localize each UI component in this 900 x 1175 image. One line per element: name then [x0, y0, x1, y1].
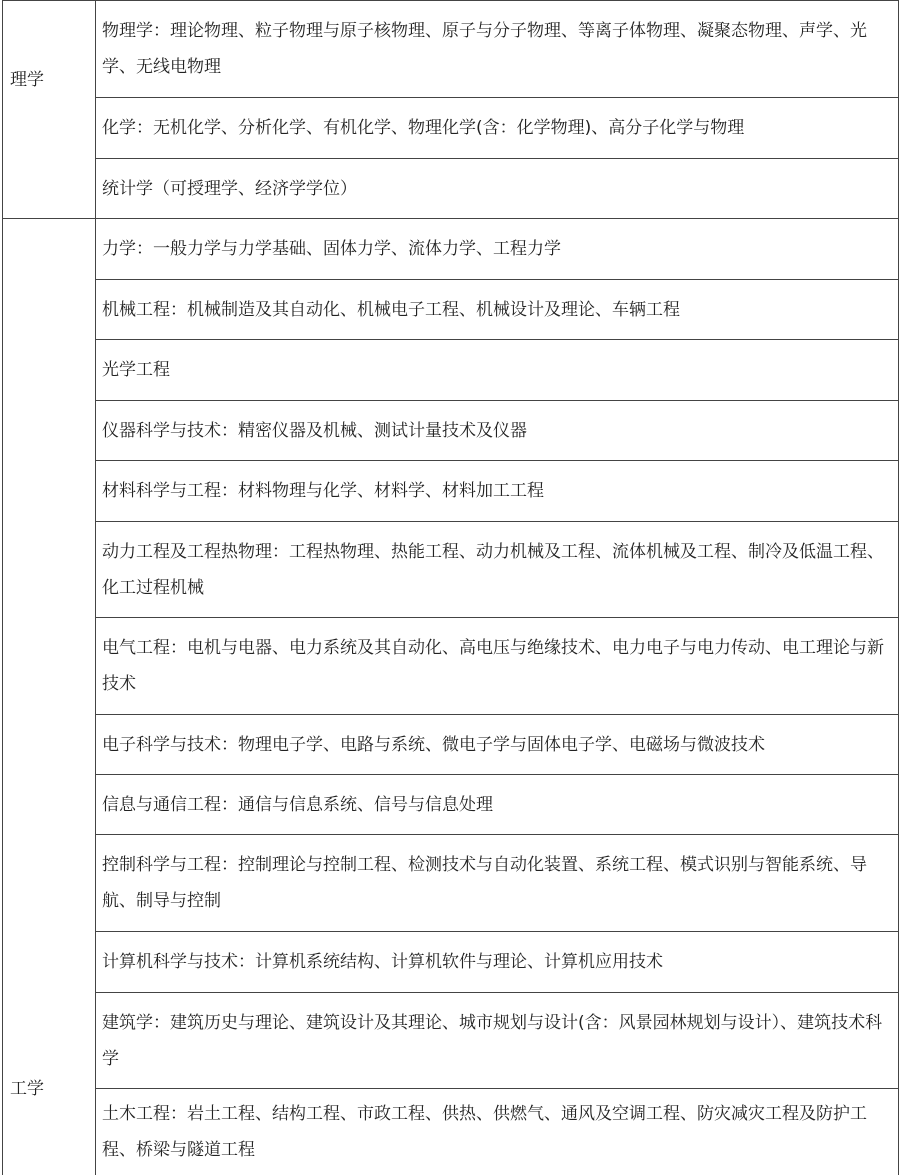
- table-row: 计算机科学与技术：计算机系统结构、计算机软件与理论、计算机应用技术: [102, 952, 663, 972]
- category-engineering: 工学: [10, 1079, 44, 1099]
- table-row: 力学：一般力学与力学基础、固体力学、流体力学、工程力学: [102, 239, 561, 259]
- table-row: 材料科学与工程：材料物理与化学、材料学、材料加工工程: [102, 481, 544, 501]
- table-row: 物理学：理论物理、粒子物理与原子核物理、原子与分子物理、等离子体物理、凝聚态物理、声学、光学、无线电物理: [102, 21, 867, 77]
- table-column-divider: [95, 0, 96, 1175]
- table-row: 电气工程：电机与电器、电力系统及其自动化、高电压与绝缘技术、电力电子与电力传动、电工理论与新技术: [102, 638, 884, 694]
- table-border-left: [2, 0, 3, 1175]
- table-row: 统计学（可授理学、经济学学位）: [102, 178, 357, 199]
- table-row: 化学：无机化学、分析化学、有机化学、物理化学(含：化学物理)、高分子化学与物理: [102, 118, 745, 138]
- category-science: 理学: [10, 70, 44, 90]
- table-row: 信息与通信工程：通信与信息系统、信号与信息处理: [102, 794, 493, 815]
- table-row: 建筑学：建筑历史与理论、建筑设计及其理论、城市规划与设计(含：风景园林规划与设计）、建筑技术科学: [102, 1012, 883, 1069]
- table-row: 仪器科学与技术：精密仪器及机械、测试计量技术及仪器: [102, 420, 527, 441]
- table-border-right: [898, 0, 899, 1175]
- table-row: 光学工程: [102, 360, 170, 380]
- table-row: 电子科学与技术：物理电子学、电路与系统、微电子学与固体电子学、电磁场与微波技术: [102, 734, 765, 755]
- table-row: 控制科学与工程：控制理论与控制工程、检测技术与自动化装置、系统工程、模式识别与智能系统、导航、制导与控制: [102, 855, 867, 911]
- table-row: 土木工程：岩土工程、结构工程、市政工程、供热、供燃气、通风及空调工程、防灾减灾工程及防护工程、桥梁与隧道工程: [102, 1104, 867, 1160]
- table-row: 动力工程及工程热物理：工程热物理、热能工程、动力机械及工程、流体机械及工程、制冷及低温工程、化工过程机械: [102, 541, 884, 598]
- table-row: 机械工程：机械制造及其自动化、机械电子工程、机械设计及理论、车辆工程: [102, 299, 680, 320]
